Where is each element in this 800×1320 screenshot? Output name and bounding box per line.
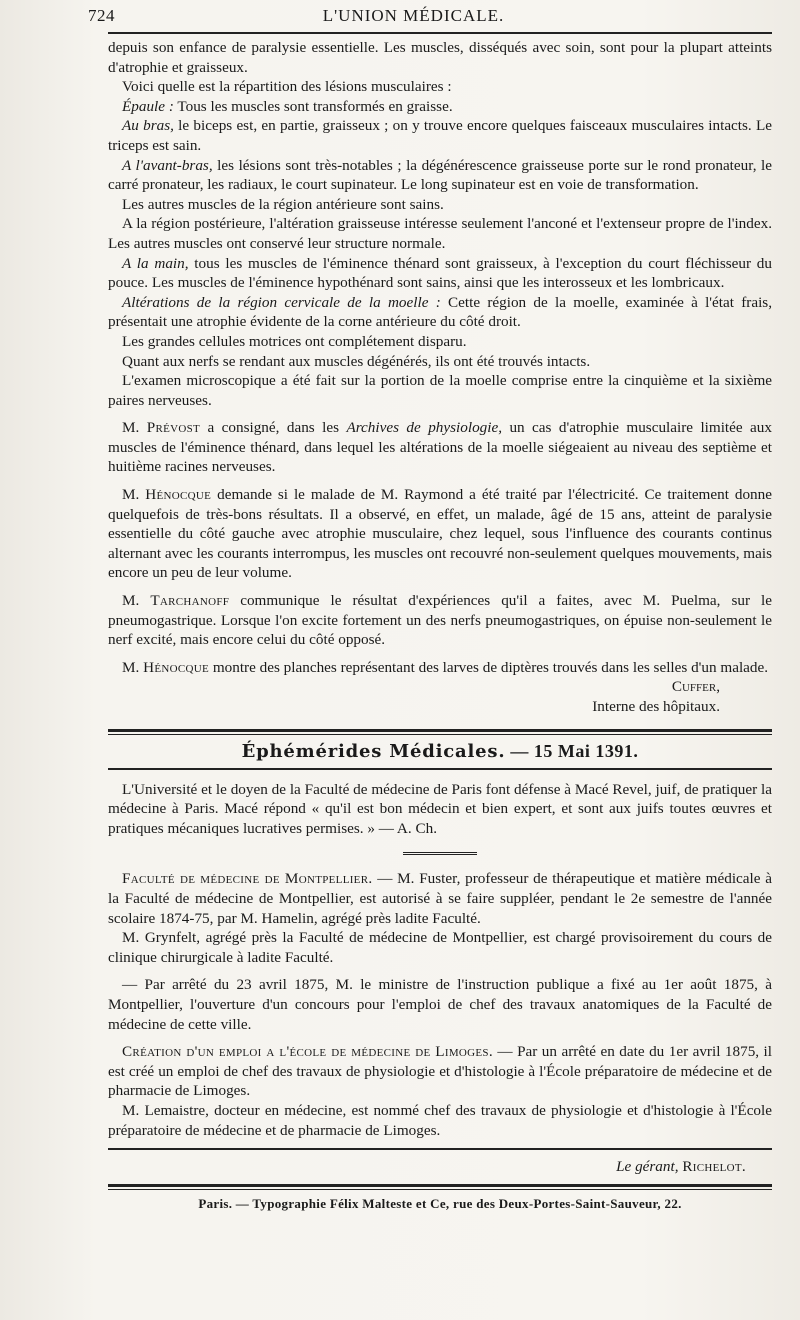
report-paragraph: Quant aux nerfs se rendant aux muscles dégénérés, ils ont été trouvés intacts.	[122, 352, 591, 370]
news-section	[108, 869, 772, 1140]
section-divider	[108, 768, 772, 770]
speaker-name: Prévost	[146, 419, 201, 437]
speaker-name: Hénocque	[143, 658, 210, 676]
signature-role: Interne des hôpitaux.	[592, 698, 720, 715]
paragraph-label: A la main,	[122, 254, 189, 272]
paragraph-label: Épaule :	[122, 97, 174, 115]
paragraph-label: A l'avant-bras,	[122, 156, 213, 174]
footer-divider	[108, 1184, 772, 1190]
ephemerides-section	[108, 780, 772, 839]
footer-rule	[108, 1148, 772, 1150]
gerant-signature	[108, 1158, 746, 1176]
paragraph-text: Cette région de la moelle, examinée à l'état frais, présentait une atrophie évidente de la corne antérieure du côté droit.	[108, 293, 773, 331]
news-paragraph: Faculté de médecine de Montpellier. — M. Fuster, professeur de thérapeutique et matière médicale à la Faculté de médecine de Montpellier, est autorisé à se faire suppléer, pendant le 2e semestre de l'année scolaire 1874-75, par M. Hamelin, agrégé près ladite Faculté.	[108, 870, 773, 927]
report-paragraph: Voici quelle est la répartition des lésions musculaires :	[122, 78, 452, 96]
journal-name: Archives de physiologie,	[346, 419, 503, 437]
report-paragraph: depuis son enfance de paralysie essentielle. Les muscles, disséqués avec soin, sont pour la plupart atteints d'atrophie et graisseux.	[108, 39, 772, 76]
gerant-name: Richelot.	[682, 1158, 746, 1176]
paragraph-text: les lésions sont très-notables ; la dégénérescence graisseuse porte sur le rond pronateur, le carré pronateur, les radiaux, le court supinateur. Le long supinateur est en voie de transformation.	[108, 156, 772, 194]
speaker-name: Tarchanoff	[150, 592, 230, 610]
speaker-name: Hénocque	[145, 486, 212, 504]
ephemerides-title: Éphémérides Médicales.	[241, 740, 506, 762]
report-section	[108, 38, 772, 717]
paragraph-text: Tous les muscles sont transformés en graisse.	[173, 97, 453, 115]
news-paragraph: M. Lemaistre, docteur en médecine, est nommé chef des travaux de physiologie et d'histologie à l'École préparatoire de médecine et de pharmacie de Limoges.	[108, 1101, 772, 1139]
ephemerides-text: L'Université et le doyen de la Faculté de médecine de Paris font défense à Macé Revel, juif, de pratiquer la médecine à Paris. Macé répond « qu'il est bon médecin et bien expert, et sont aux juifs toutes œuvres et pratiques mécaniques lucratives permises. » — A. Ch.	[108, 780, 772, 837]
page-header	[90, 6, 772, 30]
report-paragraph: M. Hénocque demande si le malade de M. Raymond a été traité par l'électricité. Ce traitement donne quelquefois de très-bons résultats. Il a observé, en effet, un malade, âgé de 15 ans, atteint de paralysie essentielle du côté gauche avec atrophie musculaire, chez lequel, sous l'influence des courants continus alternant avec les courants interrompus, les muscles ont recouvré non-seulement quelques mouvements, mais encore un peu de leur volume.	[108, 486, 772, 582]
paragraph-label: Au bras,	[122, 117, 174, 135]
signature-name: Cuffer,	[671, 678, 720, 696]
news-paragraph: M. Grynfelt, agrégé près la Faculté de médecine de Montpellier, est chargé provisoirement du cours de clinique chirurgicale à ladite Faculté.	[108, 929, 772, 966]
paragraph-text: le biceps est, en partie, graisseux ; on y trouve encore quelques faisceaux musculaires intacts. Le triceps est sain.	[108, 117, 772, 154]
news-paragraph: — Par arrêté du 23 avril 1875, M. le ministre de l'instruction publique a fixé au 1er août 1875, à Montpellier, l'ouverture d'un concours pour l'emploi de chef des travaux anatomiques de la Faculté de médecine de cette ville.	[108, 976, 772, 1033]
report-paragraph: M. Hénocque montre des planches représentant des larves de diptères trouvés dans les selles d'un malade.	[122, 658, 769, 676]
ephemerides-heading	[108, 741, 772, 762]
section-divider	[108, 729, 772, 735]
page-number: 724	[88, 6, 115, 25]
journal-title: L'UNION MÉDICALE.	[322, 6, 505, 25]
short-divider	[403, 852, 477, 855]
report-paragraph: A la région postérieure, l'altération graisseuse intéresse seulement l'anconé et l'extenseur propre de l'index. Les autres muscles ont conservé leur structure normale.	[108, 215, 772, 252]
report-paragraph: L'examen microscopique a été fait sur la portion de la moelle comprise entre la cinquième et la sixième paires nerveuses.	[108, 372, 772, 409]
paragraph-label: Altérations de la région cervicale de la moelle :	[122, 293, 441, 311]
header-rule	[108, 32, 772, 34]
paragraph-text: tous les muscles de l'éminence thénard sont graisseux, à l'exception du court fléchisseur du pouce. Les muscles de l'éminence hypothénard sont sains, ainsi que les interosseux et les lombricaux.	[108, 254, 772, 292]
printer-imprint: Paris. — Typographie Félix Malteste et Ce, rue des Deux-Portes-Saint-Sauveur, 22.	[198, 1196, 682, 1212]
report-paragraph: Les autres muscles de la région antérieure sont sains.	[122, 195, 444, 213]
ephemerides-date: — 15 Mai 1391.	[505, 740, 639, 761]
report-paragraph: Les grandes cellules motrices ont complétement disparu.	[122, 332, 467, 350]
news-heading: Création d'un emploi a l'école de médecine de Limoges.	[122, 1043, 493, 1061]
news-paragraph: Création d'un emploi a l'école de médecine de Limoges. — Par un arrêté en date du 1er avril 1875, il est créé un emploi de chef des travaux de physiologie et d'histologie à l'École préparatoire de médecine et de pharmacie de Limoges.	[108, 1043, 772, 1100]
report-paragraph	[108, 156, 772, 195]
gerant-label: Le gérant,	[616, 1158, 679, 1176]
news-heading: Faculté de médecine de Montpellier.	[122, 870, 373, 888]
report-paragraph: M. Tarchanoff communique le résultat d'expériences qu'il a faites, avec M. Puelma, sur le pneumogastrique. Lorsque l'on excite fortement un des nerfs pneumogastriques, on épuise non-seulement le nerf excité, mais encore celui du côté opposé.	[108, 592, 772, 649]
report-paragraph	[108, 293, 772, 332]
report-paragraph	[108, 254, 772, 293]
report-paragraph	[108, 97, 772, 117]
report-paragraph: M. Prévost a consigné, dans les Archives de physiologie, un cas d'atrophie musculaire limitée aux muscles de l'éminence thénard, dans lequel les altérations de la moelle siégeaient au niveau des septième et huitième racines nerveuses.	[108, 419, 772, 476]
report-paragraph	[108, 116, 772, 155]
